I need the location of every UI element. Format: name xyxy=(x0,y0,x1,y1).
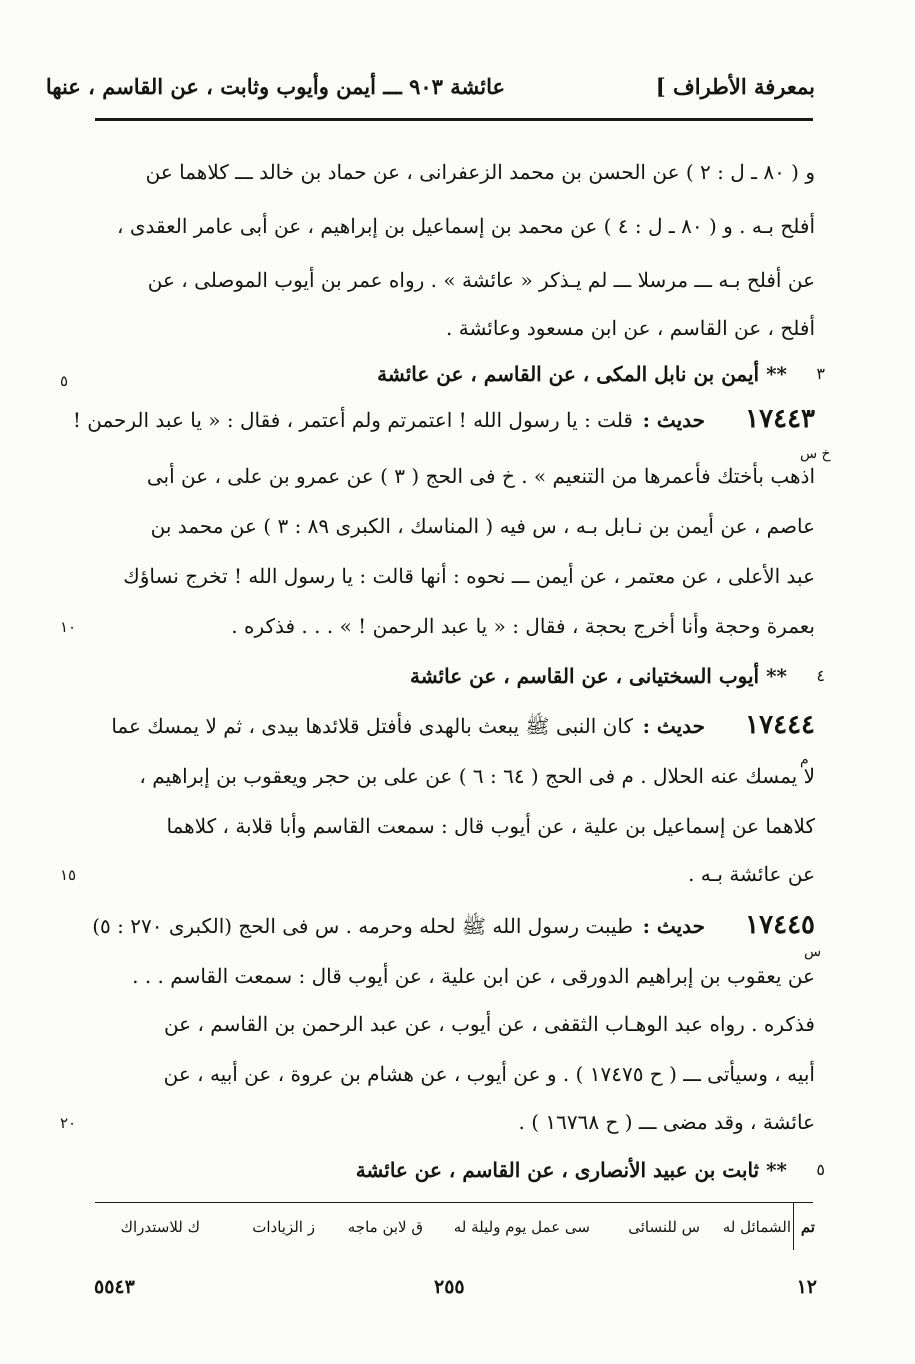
text-line: عن أفلح بـه ـــ مرسلا ـــ لم يـذكر « عائشة » . رواه عمر بن أيوب الموصلى ، عن xyxy=(147,268,815,292)
header-running-title: عائشة ٩٠٣ ـــ أيمن وأيوب وثابت ، عن القاسم ، عنها xyxy=(45,74,505,99)
page-number: ٢٥٥ xyxy=(434,1276,465,1298)
footnote-abbrev: ق لابن ماجه xyxy=(347,1218,423,1236)
hadith-label: حديث : xyxy=(642,714,705,738)
footnote-abbrev: س للنسائى xyxy=(628,1218,700,1236)
hadith-text: فذكره . رواه عبد الوهـاب الثقفى ، عن أيوب ، عن عبد الرحمن بن القاسم ، عن xyxy=(163,1012,815,1036)
hadith-text: عن يعقوب بن إبراهيم الدورقى ، عن ابن علية ، عن أيوب قال : سمعت القاسم . . . xyxy=(132,964,815,988)
margin-siglum: خ س xyxy=(800,446,831,462)
line-number: ١٠ xyxy=(60,618,77,636)
hadith-label: حديث : xyxy=(642,914,705,938)
hadith-text: لا يمسك عنه الحلال . م فى الحج ( ٦٤ : ٦ ) عن على بن حجر ويعقوب بن إبراهيم ، xyxy=(139,764,815,788)
subsection-title: ** أيوب السختيانى ، عن القاسم ، عن عائشة xyxy=(409,664,787,688)
text-line: أفلح بـه . و ( ٨٠ ـ ل : ٤ ) عن محمد بن إسماعيل بن إبراهيم ، عن أبى عامر العقدى ، xyxy=(117,214,815,238)
hadith-text: اذهب بأختك فأعمرها من التنعيم » . خ فى الحج ( ٣ ) عن عمرو بن على ، عن أبى xyxy=(146,464,815,488)
margin-siglum: س xyxy=(804,944,822,960)
subsection-index: ٣ xyxy=(816,364,825,383)
serial-page-number: ٥٥٤٣ xyxy=(94,1276,135,1298)
line-number: ١٥ xyxy=(60,866,77,884)
subsection-title: ** ثابت بن عبيد الأنصارى ، عن القاسم ، عن عائشة xyxy=(355,1158,787,1182)
footnote-abbrev: الشمائل له xyxy=(722,1218,791,1236)
hadith-text: عائشة ، وقد مضى ـــ ( ح ١٦٧٦٨ ) . xyxy=(518,1110,815,1134)
hadith-text: كلاهما عن إسماعيل بن علية ، عن أيوب قال : سمعت القاسم وأبا قلابة ، كلاهما xyxy=(166,814,815,838)
margin-siglum: م xyxy=(800,752,809,768)
footnote-rule xyxy=(95,1202,813,1203)
line-number: ٢٠ xyxy=(60,1114,77,1132)
hadith-text: طيبت رسول الله ﷺ لحله وحرمه . س فى الحج (الكبرى ٢٧٠ : ٥) xyxy=(92,914,633,938)
subsection-title: ** أيمن بن نابل المكى ، عن القاسم ، عن عائشة xyxy=(377,362,787,386)
footnote-abbrev: ك للاستدراك xyxy=(120,1218,200,1236)
hadith-text: بعمرة وحجة وأنا أخرج بحجة ، فقال : « يا عبد الرحمن ! » . . . فذكره . xyxy=(231,614,815,638)
footnote-gutter-rule xyxy=(793,1202,794,1250)
volume-page-number: ١٢ xyxy=(796,1276,817,1298)
hadith-number: ١٧٤٤٥ xyxy=(745,910,815,940)
header-rule xyxy=(95,118,813,121)
header-book-title: بمعرفة الأطراف ] xyxy=(655,74,815,99)
hadith-label: حديث : xyxy=(642,408,705,432)
hadith-text: كان النبى ﷺ يبعث بالهدى فأفتل قلائدها بيدى ، ثم لا يمسك عما xyxy=(111,714,633,738)
hadith-text: عن عائشة بـه . xyxy=(688,862,815,886)
hadith-text: أبيه ، وسيأتى ـــ ( ح ١٧٤٧٥ ) . و عن أيوب ، عن هشام بن عروة ، عن أبيه ، عن xyxy=(163,1062,815,1086)
footnote-abbrev: سى عمل يوم وليلة له xyxy=(453,1218,590,1236)
hadith-text: قلت : يا رسول الله ! اعتمرتم ولم أعتمر ، فقال : « يا عبد الرحمن ! xyxy=(72,408,633,432)
hadith-number: ١٧٤٤٣ xyxy=(745,404,815,434)
hadith-text: عبد الأعلى ، عن معتمر ، عن أيمن ـــ نحوه : أنها قالت : يا رسول الله ! تخرج نساؤك xyxy=(123,564,815,588)
text-line: و ( ٨٠ ـ ل : ٢ ) عن الحسن بن محمد الزعفرانى ، عن حماد بن خالد ـــ كلاهما عن xyxy=(145,160,815,184)
footnote-gutter: تم xyxy=(800,1218,815,1236)
hadith-number: ١٧٤٤٤ xyxy=(745,710,815,740)
line-number: ٥ xyxy=(60,372,69,390)
text-line: أفلح ، عن القاسم ، عن ابن مسعود وعائشة . xyxy=(446,316,815,340)
subsection-index: ٥ xyxy=(816,1160,825,1179)
hadith-text: عاصم ، عن أيمن بن نـابل بـه ، س فيه ( المناسك ، الكبرى ٨٩ : ٣ ) عن محمد بن xyxy=(150,514,815,538)
subsection-index: ٤ xyxy=(816,666,825,685)
footnote-abbrev: ز الزيادات xyxy=(252,1218,315,1236)
